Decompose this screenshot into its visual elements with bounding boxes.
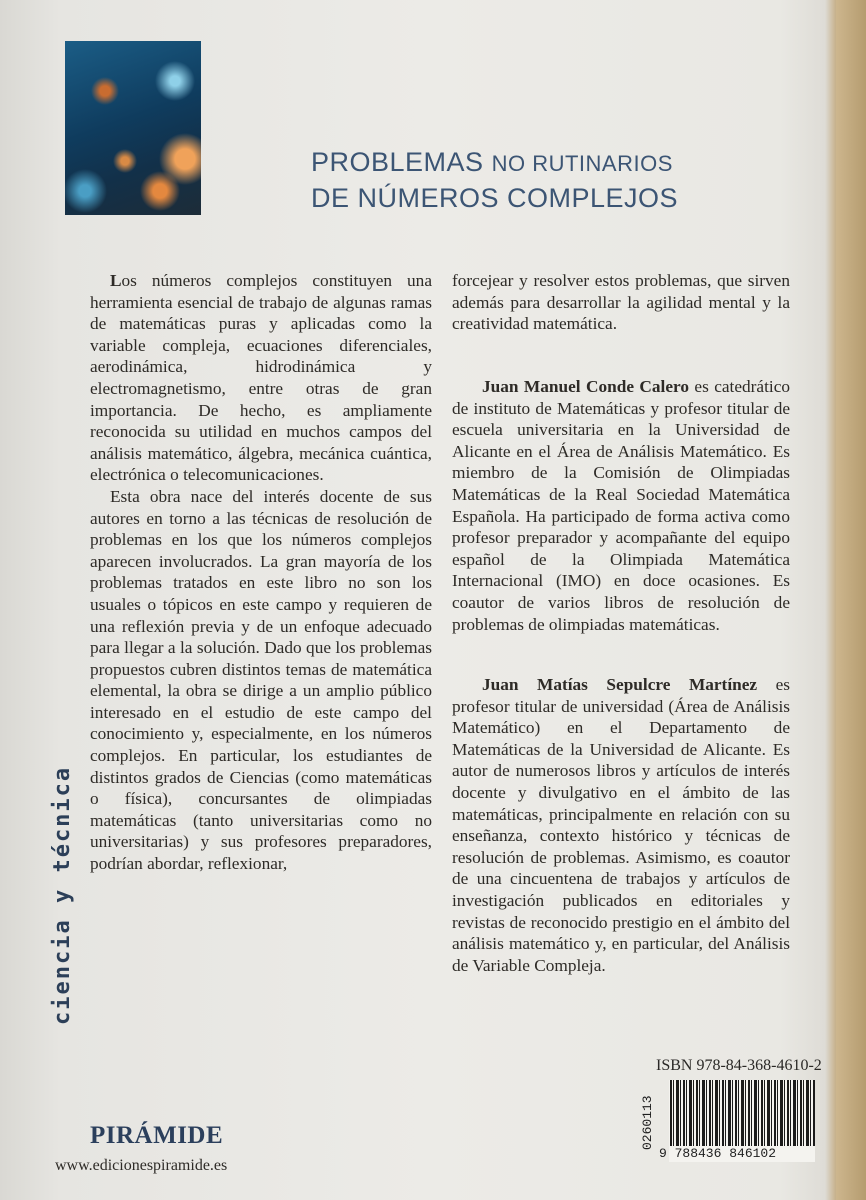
barcode-bars: [670, 1080, 815, 1146]
author-1-name: Juan Manuel Conde Calero: [482, 377, 689, 396]
title-subtitle-no-rutinarios: NO RUTINARIOS: [491, 151, 673, 176]
blurb-paragraph-2-continued: forcejear y resolver estos problemas, que sirven además para desarrollar la agilidad mental y la creatividad matemática.: [452, 271, 790, 334]
blurb-paragraph-1: [90, 270, 432, 486]
title-line-2: DE NÚMEROS COMPLEJOS: [311, 183, 679, 213]
author-2-bio: [452, 674, 790, 976]
barcode-digits: 9 788436 846102: [659, 1146, 777, 1161]
blurb-paragraph-2: Esta obra nace del interés docente de sus autores en torno a las técnicas de resolución de problemas en los que los números complejos aparecen involucrados. La gran mayoría de los problemas tratados en este libro no son los usuales o tópicos en este campo y requieren de una reflexión previa y de un enfoque adecuado para llegar a la solución. Dado que los problemas propuestos cubren distintos temas de matemática elemental, la obra se dirige a un amplio público interesado en el estudio de este campo del conocimiento y, especialmente, en los números complejos. En particular, los estudiantes de distintos grados de Ciencias (como matemáticas o física), concursantes de olimpiadas matemáticas (tanto universitarias como no universitarias) y sus profesores preparadores, podrían abordar, reflexionar,: [90, 486, 432, 874]
title-word-problemas: PROBLEMAS: [311, 147, 484, 177]
table-surface: [836, 0, 866, 1200]
blurb-left-column: [90, 270, 432, 875]
series-label-vertical: ciencia y técnica: [50, 765, 75, 1025]
isbn-text: ISBN 978-84-368-4610-2: [656, 1057, 822, 1074]
blurb-right-continuation: [452, 270, 790, 335]
side-code: 0260113: [640, 1095, 655, 1150]
cover-thumbnail-image: [65, 41, 201, 215]
publisher-logo: PIRÁMIDE: [90, 1122, 224, 1149]
author-1-bio-text: es catedrático de instituto de Matemáticas y profesor titular de escuela universitaria en la Universidad de Alicante en el Área de Análisis Matemático. Es miembro de la Comisión de Olimpiadas Matemáticas de la Real Sociedad Matemática Española. Ha participado de forma activa como profesor preparador y acompañante del equipo español de la Olimpiada Matemática Internacional (IMO) en doce ocasiones. Es coautor de varios libros de resolución de problemas de olimpiadas matemáticas.: [452, 377, 791, 634]
drop-cap: L: [110, 271, 122, 290]
book-title: [311, 145, 731, 215]
author-2-name: Juan Matías Sepulcre Martínez: [482, 675, 758, 694]
author-2-bio-text: es profesor titular de universidad (Área de Análisis Matemático) en el Departamento de Matemáticas de la Universidad de Alicante. Es autor de numerosos libros y artículos de interés docente y divulgativo en el ámbito de las matemáticas, principalmente en relación con su enseñanza, contexto histórico y técnicas de resolución de problemas. Asimismo, es coautor de una cincuentena de trabajos y artículos de investigación publicados en editoriales y revistas de reconocido prestigio en el ámbito del análisis matemático y, en particular, del Análisis de Variable Compleja.: [452, 675, 790, 975]
title-line-1: [311, 145, 731, 181]
blurb-paragraph-1-text: os números complejos constituyen una herramienta esencial de trabajo de algunas ramas de matemáticas puras y aplicadas como la variable compleja, ecuaciones diferenciales, aerodinámica, hidrodinámica y electromagnetismo, entre otras de gran importancia. De hecho, es ampliamente reconocida su utilidad en muchos campos del análisis matemático, álgebra, mecánica cuántica, electrónica o telecomunicaciones.: [90, 271, 432, 485]
publisher-website: www.edicionespiramide.es: [55, 1157, 228, 1174]
author-1-bio: [452, 376, 790, 635]
